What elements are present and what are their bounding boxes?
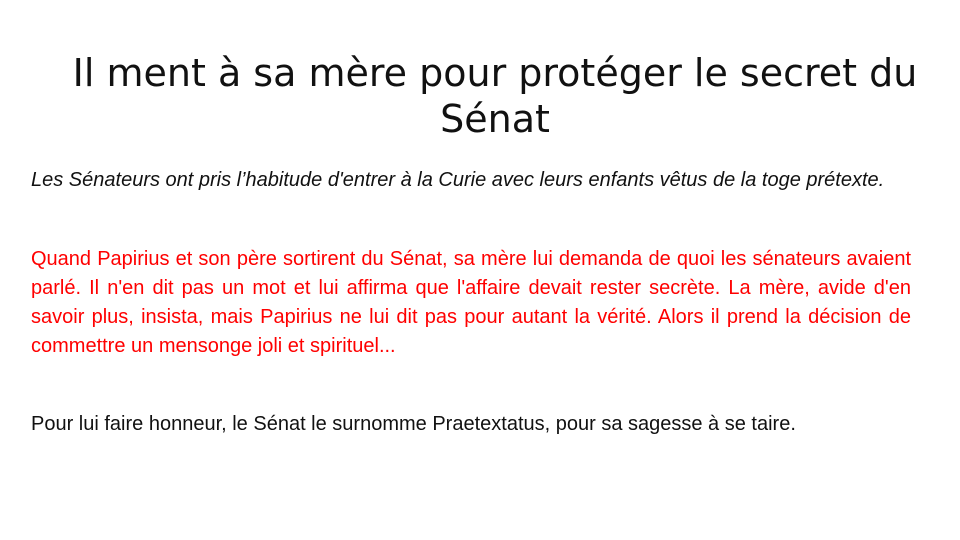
slide-title: Il ment à sa mère pour protéger le secret du Sénat [72,51,918,141]
story-paragraph: Quand Papirius et son père sortirent du Sénat, sa mère lui demanda de quoi les sénateurs avaient parlé. Il n'en dit pas un mot et lui affirma que l'affaire devait rester secrète. La mère, avide d'en savoir plus, insista, mais Papirius ne lui dit pas pour autant la vérité. Alors il prend la décision de commettre un mensonge joli et spirituel... [31,248,911,357]
conclusion-paragraph: Pour lui faire honneur, le Sénat le surnomme Praetextatus, pour sa sagesse à se taire. [31,413,796,435]
intro-paragraph: Les Sénateurs ont pris l’habitude d'entrer à la Curie avec leurs enfants vêtus de la toge prétexte. [31,169,885,191]
